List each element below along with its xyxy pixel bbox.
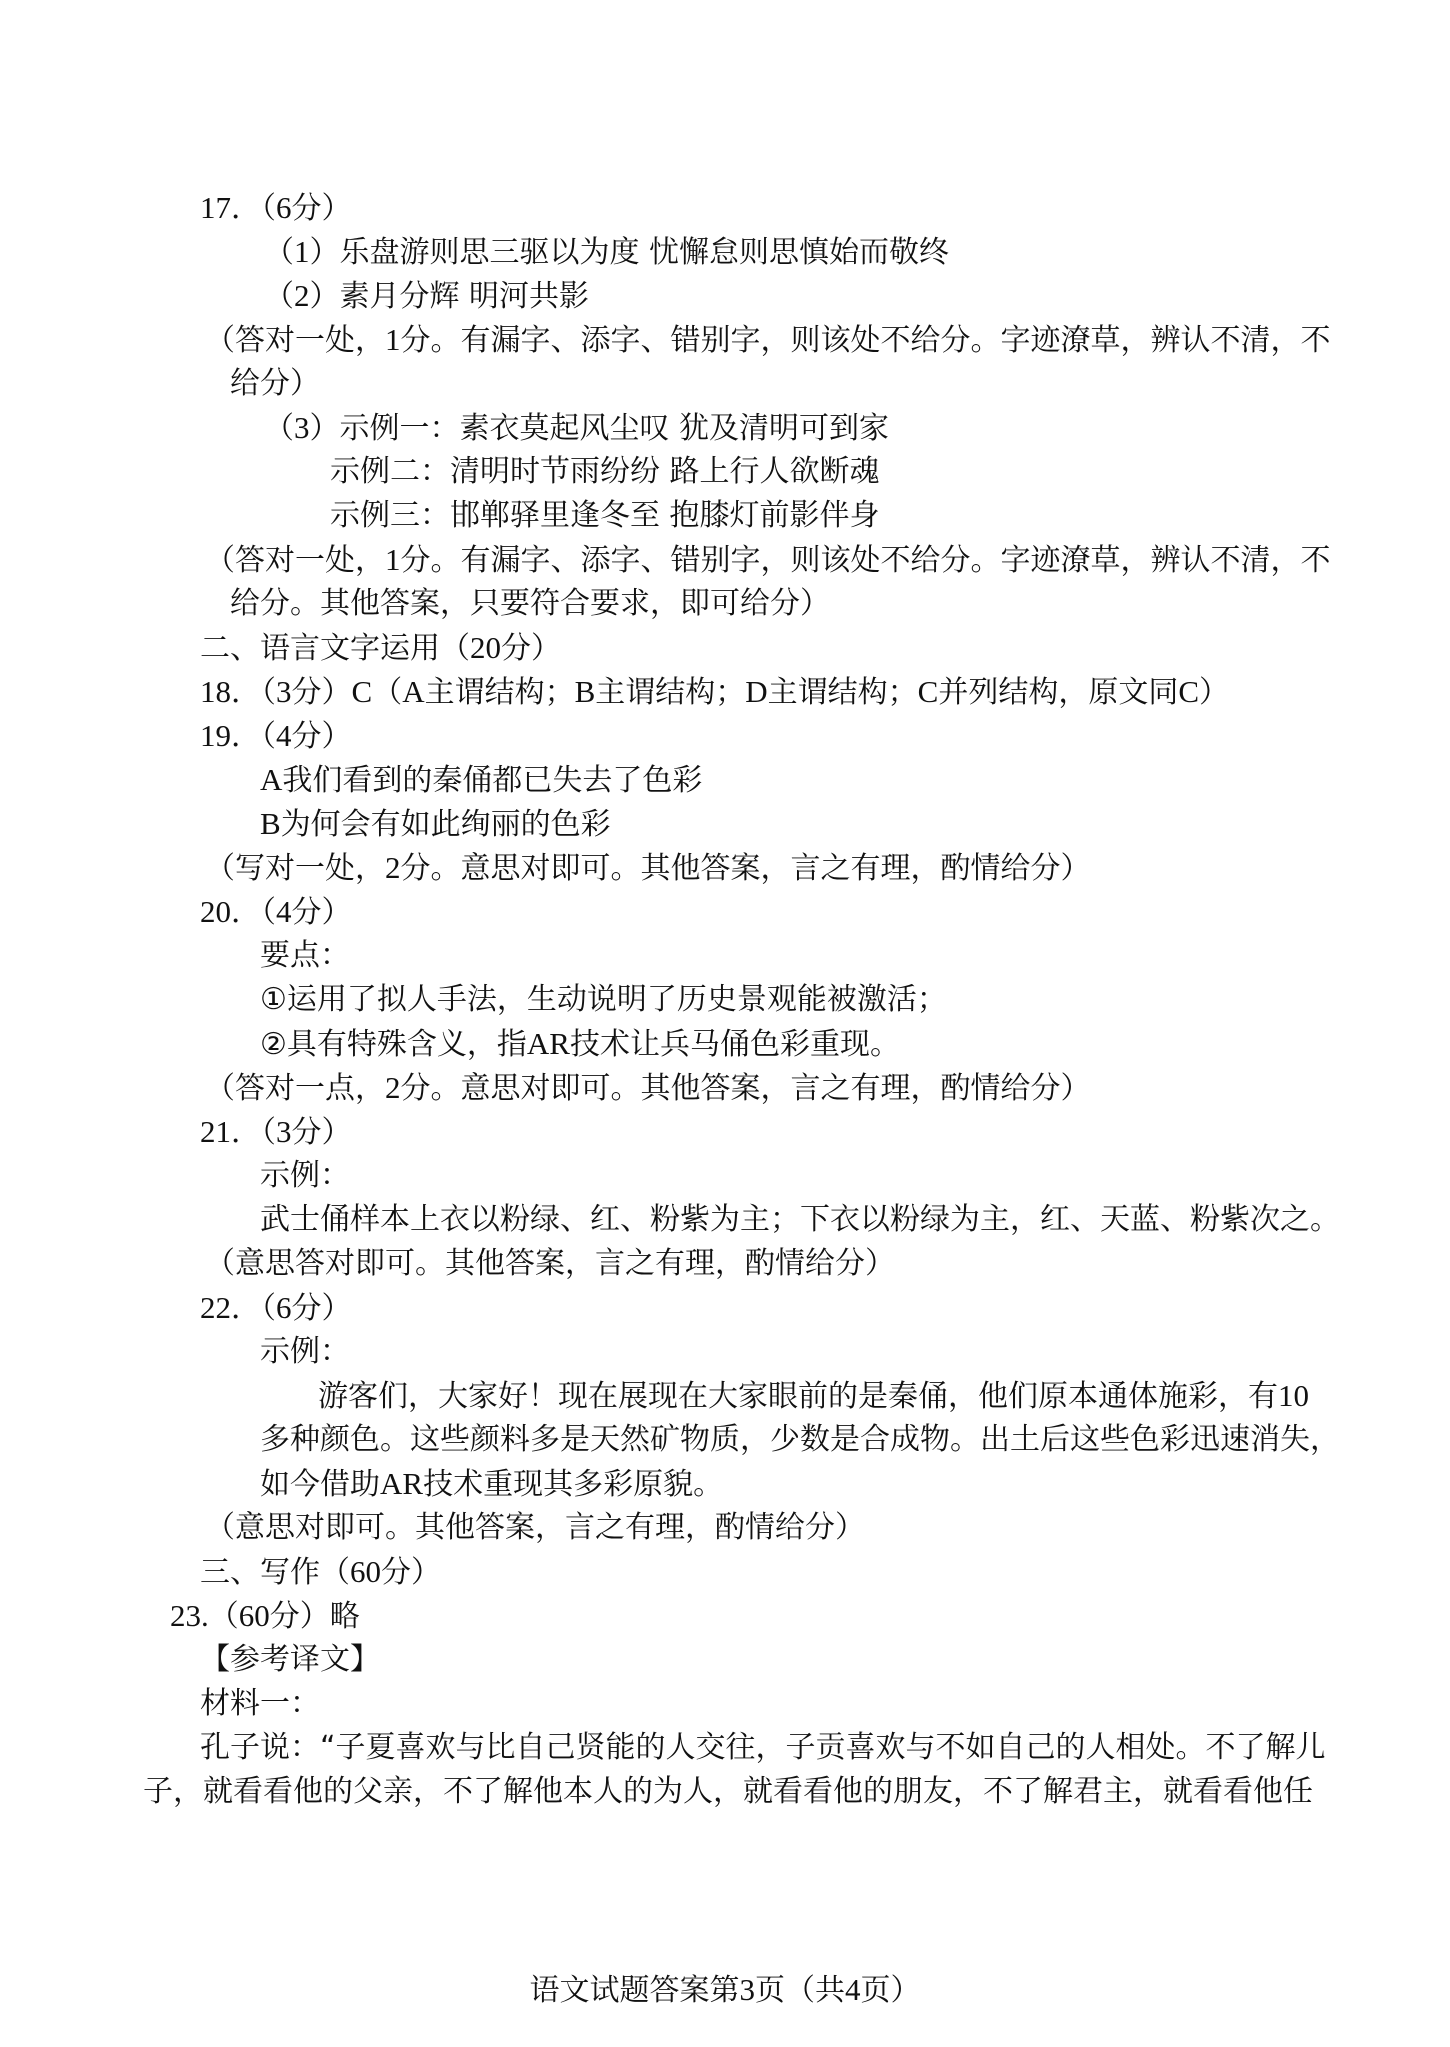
- q22-scoring-note: （意思对即可。其他答案，言之有理，酌情给分）: [205, 1510, 865, 1545]
- q19-header: 19．（4分）: [200, 718, 352, 754]
- page-footer: 语文试题答案第3页（共4页）: [529, 1972, 921, 2008]
- q21-header: 21．（3分）: [200, 1114, 352, 1150]
- section-3-heading: 三、写作（60分）: [200, 1554, 441, 1590]
- q21-scoring-note: （意思答对即可。其他答案，言之有理，酌情给分）: [205, 1246, 895, 1281]
- q17-scoring-note-a-cont: 给分）: [230, 366, 320, 401]
- q17-header: 17．（6分）: [200, 190, 352, 226]
- q22-answer-line-3: 如今借助AR技术重现其多彩原貌。: [260, 1466, 724, 1502]
- q20-key-points-label: 要点：: [260, 938, 350, 973]
- q17-answer-2: （2）素月分辉 明河共影: [264, 278, 590, 314]
- q20-point-1: ①运用了拟人手法，生动说明了历史景观能被激活；: [260, 982, 947, 1017]
- q22-answer-line-1: 游客们，大家好！现在展现在大家眼前的是秦俑，他们原本通体施彩，有10: [318, 1378, 1309, 1414]
- q19-answer-a: A我们看到的秦俑都已失去了色彩: [260, 762, 703, 798]
- q17-answer-1: （1）乐盘游则思三驱以为度 忧懈怠则思慎始而敬终: [264, 234, 950, 270]
- q17-scoring-note-b: （答对一处，1分。有漏字、添字、错别字，则该处不给分。字迹潦草，辨认不清，不: [205, 542, 1331, 578]
- q17-scoring-note-a: （答对一处，1分。有漏字、添字、错别字，则该处不给分。字迹潦草，辨认不清，不: [205, 322, 1331, 358]
- reference-translation-heading: 【参考译文】: [200, 1642, 380, 1677]
- q17-scoring-note-b-cont: 给分。其他答案，只要符合要求，即可给分）: [230, 586, 830, 621]
- q18-answer: 18．（3分）C（A主谓结构；B主谓结构；D主谓结构；C并列结构，原文同C）: [200, 674, 1230, 710]
- q20-scoring-note: （答对一点，2分。意思对即可。其他答案，言之有理，酌情给分）: [205, 1070, 1091, 1106]
- q22-answer-line-2: 多种颜色。这些颜料多是天然矿物质，少数是合成物。出土后这些色彩迅速消失，: [260, 1422, 1340, 1457]
- q19-scoring-note: （写对一处，2分。意思对即可。其他答案，言之有理，酌情给分）: [205, 850, 1091, 886]
- q20-point-2: ②具有特殊含义，指AR技术让兵马俑色彩重现。: [260, 1026, 900, 1062]
- q17-answer-3-example-3: 示例三：邯郸驿里逢冬至 抱膝灯前影伴身: [330, 498, 880, 533]
- translation-line-1: 孔子说：“子夏喜欢与比自己贤能的人交往，子贡喜欢与不如自己的人相处。不了解儿: [200, 1730, 1326, 1765]
- q20-header: 20．（4分）: [200, 894, 352, 930]
- material-1-label: 材料一：: [200, 1686, 320, 1721]
- q17-answer-3-example-2: 示例二：清明时节雨纷纷 路上行人欲断魂: [330, 454, 880, 489]
- q19-answer-b: B为何会有如此绚丽的色彩: [260, 806, 611, 842]
- section-2-heading: 二、语言文字运用（20分）: [200, 630, 561, 666]
- q22-example-label: 示例：: [260, 1334, 350, 1369]
- q21-answer: 武士俑样本上衣以粉绿、红、粉紫为主；下衣以粉绿为主，红、天蓝、粉紫次之。: [260, 1202, 1340, 1237]
- translation-line-2: 子，就看看他的父亲，不了解他本人的为人，就看看他的朋友，不了解君主，就看看他任: [143, 1774, 1313, 1809]
- q21-example-label: 示例：: [260, 1158, 350, 1193]
- q17-answer-3-example-1: （3）示例一：素衣莫起风尘叹 犹及清明可到家: [264, 410, 890, 446]
- q22-header: 22．（6分）: [200, 1290, 352, 1326]
- q23-answer: 23.（60分）略: [170, 1598, 360, 1634]
